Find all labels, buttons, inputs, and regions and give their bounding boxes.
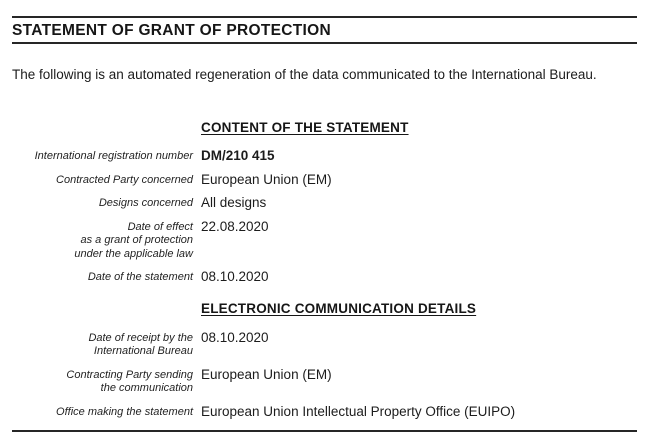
field-label [12, 173, 193, 188]
field-label-line: under the applicable law [74, 247, 193, 260]
field-label [12, 331, 193, 359]
title-block [12, 16, 637, 44]
document-content [12, 16, 637, 419]
section-heading-content: CONTENT OF THE STATEMENT [201, 120, 409, 135]
field-row-contracted-party [12, 173, 637, 188]
field-label [12, 220, 193, 262]
section-electronic-rows [12, 331, 637, 420]
field-row-date-of-statement [12, 270, 637, 285]
field-label [12, 149, 193, 164]
field-label [12, 368, 193, 396]
field-label [12, 405, 193, 420]
section-content-rows [12, 149, 637, 285]
field-row-contracting-party [12, 368, 637, 396]
field-label [12, 196, 193, 211]
field-value: European Union Intellectual Property Office (EUIPO) [201, 403, 516, 419]
field-label-line: Office making the statement [56, 405, 193, 418]
section-heading-electronic: ELECTRONIC COMMUNICATION DETAILS [201, 300, 477, 316]
field-value: 08.10.2020 [201, 269, 269, 284]
field-label-line: International Bureau [93, 345, 193, 357]
field-value: European Union (EM) [201, 171, 332, 187]
bottom-rule [12, 430, 637, 432]
field-row-office-making-statement [12, 405, 637, 420]
field-label [12, 270, 193, 285]
field-row-date-of-effect [12, 220, 637, 262]
field-label-line: Designs concerned [98, 197, 193, 209]
field-value: 08.10.2020 [201, 329, 269, 345]
field-value: European Union (EM) [201, 366, 332, 382]
field-row-designs-concerned [12, 196, 637, 211]
field-label-line: Contracting Party sending [66, 368, 193, 381]
field-label-line: Date of effect [127, 220, 193, 233]
field-label-line: International registration number [34, 150, 193, 162]
field-value: All designs [201, 195, 267, 210]
field-row-registration-number [12, 149, 637, 164]
field-row-date-of-receipt [12, 331, 637, 359]
intro-paragraph: The following is an automated regeneration of the data communicated to the International Bureau. [12, 67, 597, 82]
field-label-line: as a grant of protection [80, 234, 193, 246]
page-title: STATEMENT OF GRANT OF PROTECTION [12, 22, 332, 39]
field-label-line: Date of the statement [87, 271, 193, 283]
field-value: 22.08.2020 [201, 218, 269, 234]
field-value: DM/210 415 [201, 148, 275, 163]
field-label-line: Contracted Party concerned [56, 173, 193, 186]
field-label-line: the communication [100, 382, 193, 394]
field-label-line: Date of receipt by the [88, 331, 193, 344]
